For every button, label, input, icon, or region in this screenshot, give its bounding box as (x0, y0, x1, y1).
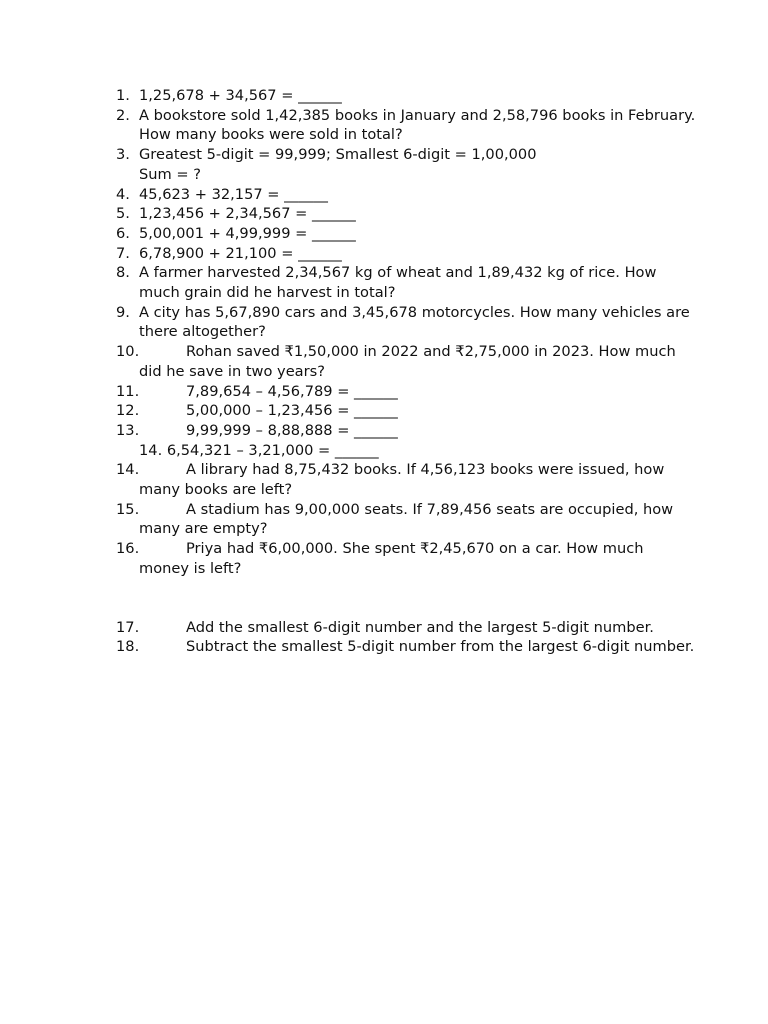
question-item (116, 637, 696, 657)
question-number: 1. (116, 87, 130, 104)
question-number: 11. (116, 382, 140, 400)
question-number: 9. (116, 303, 130, 321)
question-text-line2: Sum = ? (139, 165, 201, 183)
question-number: 14. (116, 461, 140, 479)
question-text: 45,623 + 32,157 = ______ (139, 185, 328, 203)
question-text: 14. 6,54,321 – 3,21,000 = ______ (139, 441, 379, 459)
question-item (116, 303, 696, 342)
question-item (116, 401, 696, 421)
question-text: Greatest 5-digit = 99,999; Smallest 6-digit = 1,00,000 (139, 146, 537, 164)
question-item (116, 500, 696, 539)
question-item (116, 185, 696, 205)
question-item (116, 441, 696, 461)
question-item (116, 618, 696, 638)
blank-gap (116, 579, 696, 618)
question-number: 7. (116, 244, 130, 262)
question-text: 9,99,999 – 8,88,888 = ______ (186, 421, 398, 439)
question-number: 18. (116, 638, 140, 656)
question-text: Subtract the smallest 5-digit number from the largest 6-digit number. (186, 638, 695, 656)
question-text: A city has 5,67,890 cars and 3,45,678 motorcycles. How many vehicles are there altogether? (139, 303, 690, 341)
question-item (116, 342, 696, 381)
question-number: 15. (116, 500, 140, 518)
question-text: 5,00,000 – 1,23,456 = ______ (186, 402, 398, 420)
question-item (116, 86, 696, 106)
question-item (116, 382, 696, 402)
question-item (116, 244, 696, 264)
question-text: Rohan saved ₹1,50,000 in 2022 and ₹2,75,000 in 2023. How much did he save in two years? (139, 343, 676, 380)
question-number: 13. (116, 421, 140, 439)
question-item (116, 421, 696, 441)
question-text: A bookstore sold 1,42,385 books in January and 2,58,796 books in February. How many books were sold in total? (139, 106, 696, 144)
question-text: 5,00,001 + 4,99,999 = ______ (139, 224, 356, 242)
question-text: A farmer harvested 2,34,567 kg of wheat and 1,89,432 kg of rice. How much grain did he harvest in total? (139, 264, 657, 302)
question-list (116, 86, 696, 657)
question-number: 12. (116, 402, 140, 420)
question-text: A library had 8,75,432 books. If 4,56,123 books were issued, how many books are left? (139, 461, 665, 499)
question-item (116, 145, 696, 184)
question-text: A stadium has 9,00,000 seats. If 7,89,456 seats are occupied, how many are empty? (139, 500, 674, 538)
question-number: 6. (116, 224, 130, 242)
question-text: Priya had ₹6,00,000. She spent ₹2,45,670 on a car. How much money is left? (139, 540, 644, 577)
question-number: 16. (116, 540, 140, 558)
question-text: 1,25,678 + 34,567 = ______ (139, 87, 342, 104)
question-item (116, 106, 696, 145)
question-item (116, 263, 696, 302)
question-item (116, 539, 696, 578)
question-number: 4. (116, 185, 130, 203)
question-text: Add the smallest 6-digit number and the largest 5-digit number. (186, 618, 654, 636)
question-number: 2. (116, 106, 130, 124)
question-text: 7,89,654 – 4,56,789 = ______ (186, 382, 398, 400)
question-text: 6,78,900 + 21,100 = ______ (139, 244, 342, 262)
question-item (116, 204, 696, 224)
question-item (116, 460, 696, 499)
question-item (116, 224, 696, 244)
question-number: 5. (116, 205, 130, 223)
question-number: 3. (116, 146, 130, 164)
question-number: 8. (116, 264, 130, 282)
question-number: 17. (116, 618, 140, 636)
question-number: 10. (116, 343, 140, 361)
question-text: 1,23,456 + 2,34,567 = ______ (139, 205, 356, 223)
